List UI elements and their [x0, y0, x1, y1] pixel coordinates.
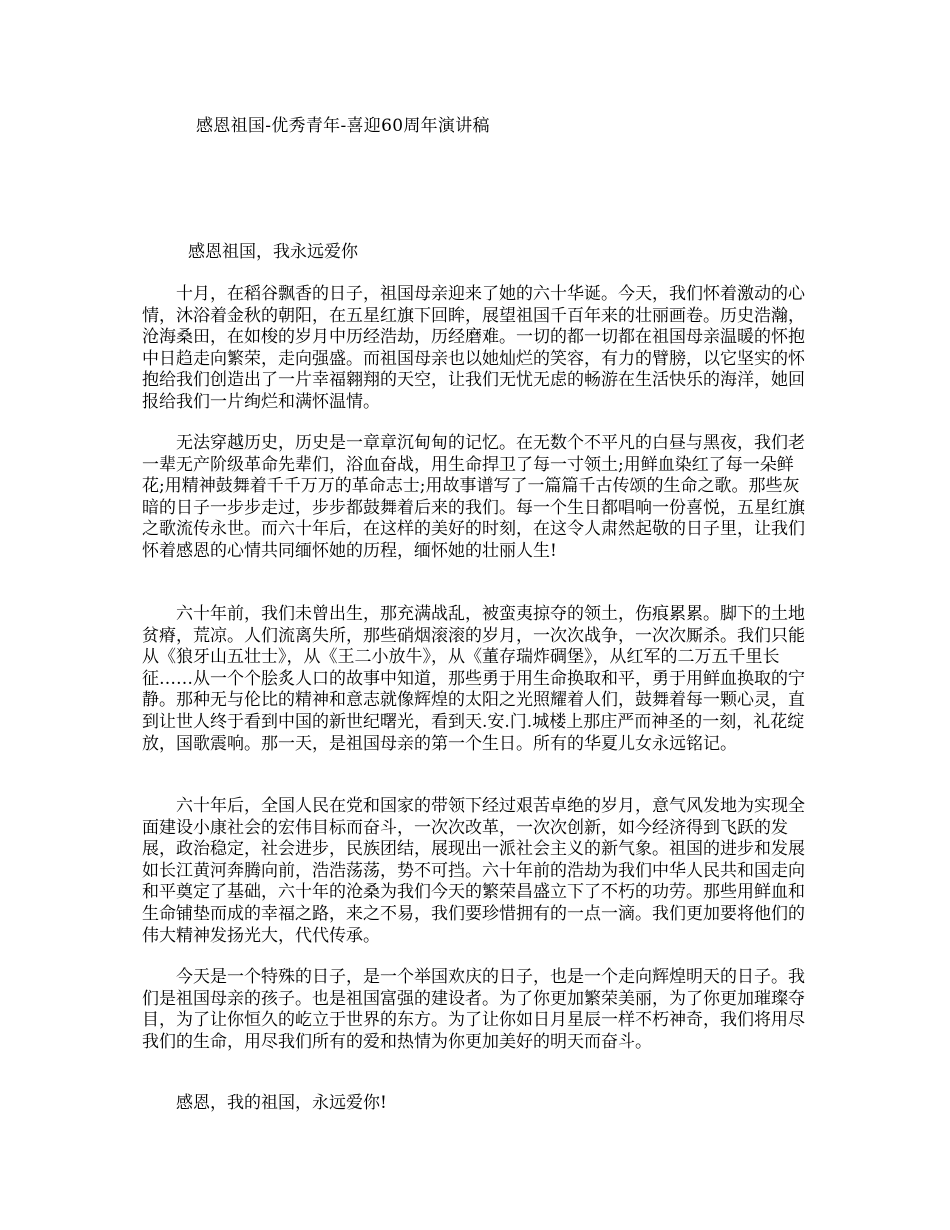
paragraph-1: 十月，在稻谷飘香的日子，祖国母亲迎来了她的六十华诞。今天，我们怀着激动的心情，沐浴着金秋的朝阳，在五星红旗下回眸，展望祖国千百年来的壮丽画卷。历史浩瀚，沧海桑田，在如梭的岁月中历经浩劫，历经磨难。一切的都一切都在祖国母亲温暖的怀抱中日趋走向繁荣，走向强盛。而祖国母亲也以她灿烂的笑容，有力的臂膀，以它坚实的怀抱给我们创造出了一片幸福翱翔的天空，让我们无忧无虑的畅游在生活快乐的海洋，她回报给我们一片绚烂和满怀温情。 [142, 284, 805, 412]
paragraph-5: 今天是一个特殊的日子，是一个举国欢庆的日子，也是一个走向辉煌明天的日子。我们是祖国母亲的孩子。也是祖国富强的建设者。为了你更加繁荣美丽，为了你更加璀璨夺目，为了让你恒久的屹立于世界的东方。为了让你如日月星辰一样不朽神奇，我们将用尽我们的生命，用尽我们所有的爱和热情为你更加美好的明天而奋斗。 [142, 967, 805, 1052]
document-title: 感恩祖国-优秀青年-喜迎60周年演讲稿 [196, 116, 490, 136]
closing-line: 感恩，我的祖国，永远爱你! [176, 1093, 387, 1113]
paragraph-3: 六十年前，我们未曾出生，那充满战乱，被蛮夷掠夺的领土，伤痕累累。脚下的土地贫瘠，荒凉。人们流离失所，那些硝烟滚滚的岁月，一次次战争，一次次厮杀。我们只能从《狼牙山五壮士》，从《王二小放牛》，从《董存瑞炸碉堡》，从红军的二万五千里长征……从一个个脍炙人口的故事中知道，那些勇于用生命换取和平，勇于用鲜血换取的宁静。那种无与伦比的精神和意志就像辉煌的太阳之光照耀着人们，鼓舞着每一颗心灵，直到让世人终于看到中国的新世纪曙光，看到天.安.门.城楼上那庄严而神圣的一刻，礼花绽放，国歌震响。那一天，是祖国母亲的第一个生日。所有的华夏儿女永远铭记。 [142, 604, 805, 754]
speech-heading: 感恩祖国，我永远爱你 [188, 242, 358, 262]
paragraph-4: 六十年后，全国人民在党和国家的带领下经过艰苦卓绝的岁月，意气风发地为实现全面建设小康社会的宏伟目标而奋斗，一次次改革，一次次创新，如今经济得到飞跃的发展，政治稳定，社会进步，民族团结，展现出一派社会主义的新气象。祖国的进步和发展如长江黄河奔腾向前，浩浩荡荡，势不可挡。六十年前的浩劫为我们中华人民共和国走向和平奠定了基础，六十年的沧桑为我们今天的繁荣昌盛立下了不朽的功劳。那些用鲜血和生命铺垫而成的幸福之路，来之不易，我们要珍惜拥有的一点一滴。我们更加要将他们的伟大精神发扬光大，代代传承。 [142, 796, 805, 946]
paragraph-2: 无法穿越历史，历史是一章章沉甸甸的记忆。在无数个不平凡的白昼与黑夜，我们老一辈无产阶级革命先辈们，浴血奋战，用生命捍卫了每一寸领土;用鲜血染红了每一朵鲜花;用精神鼓舞着千千万万的革命志士;用故事谱写了一篇篇千古传颂的生命之歌。那些灰暗的日子一步步走过，步步都鼓舞着后来的我们。每一个生日都唱响一份喜悦，五星红旗之歌流传永世。而六十年后，在这样的美好的时刻，在这令人肃然起敬的日子里，让我们怀着感恩的心情共同缅怀她的历程，缅怀她的壮丽人生! [142, 433, 805, 561]
